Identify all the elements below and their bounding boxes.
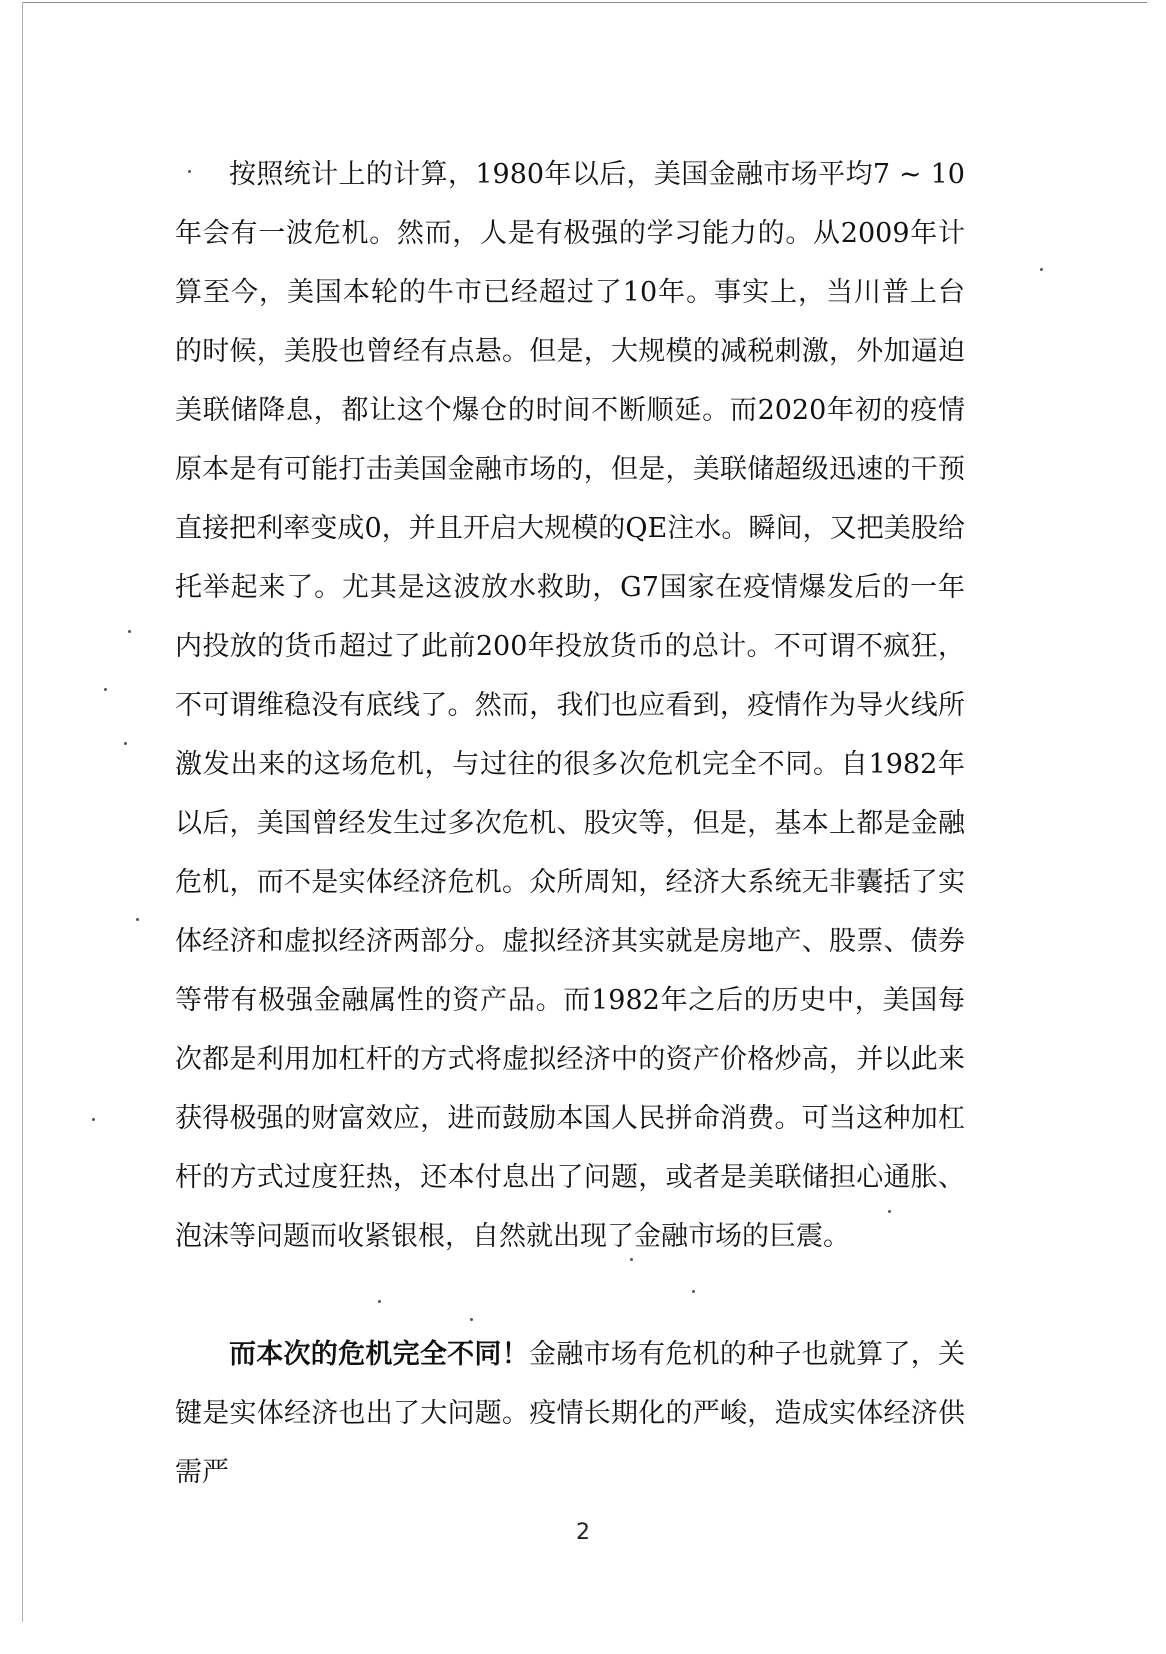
scan-speck (378, 1300, 381, 1303)
page-border-top (22, 2, 1147, 3)
scan-speck (124, 742, 127, 745)
scan-speck (888, 1210, 891, 1213)
scan-speck (128, 630, 131, 633)
paragraph-1: 按照统计上的计算，1980年以后，美国金融市场平均7 ~ 10年会有一波危机。然而，人是有极强的学习能力的。从2009年计算至今，美国本轮的牛市已经超过了10年。事实上，当川普上台的时候，美股也曾经有点悬。但是，大规模的减税刺激，外加逼迫美联储降息，都让这个爆仓的时间不断顺延。而2020年初的疫情原本是有可能打击美国金融市场的，但是，美联储超级迅速的干预直接把利率变成0，并且开启大规模的QE注水。瞬间，又把美股给托举起来了。尤其是这波放水救助，G7国家在疫情爆发后的一年内投放的货币超过了此前200年投放货币的总计。不可谓不疯狂，不可谓维稳没有底线了。然而，我们也应看到，疫情作为导火线所激发出来的这场危机，与过往的很多次危机完全不同。自1982年以后，美国曾经发生过多次危机、股灾等，但是，基本上都是金融危机，而不是实体经济危机。众所周知，经济大系统无非囊括了实体经济和虚拟经济两部分。虚拟经济其实就是房地产、股票、债券等带有极强金融属性的资产品。而1982年之后的历史中，美国每次都是利用加杠杆的方式将虚拟经济中的资产价格炒高，并以此来获得极强的财富效应，进而鼓励本国人民拼命消费。可当这种加杠杆的方式过度狂热，还本付息出了问题，或者是美联储担心通胀、泡沫等问题而收紧银根，自然就出现了金融市场的巨震。 (175, 159, 965, 1252)
page-number: 2 (576, 1520, 590, 1545)
scan-speck (470, 1318, 473, 1321)
scan-speck (136, 918, 139, 921)
paragraph-2-bold-lead: 而本次的危机完全不同！ (229, 1339, 529, 1370)
document-body (175, 145, 965, 1502)
scan-speck (92, 1118, 95, 1121)
scan-speck (1040, 268, 1043, 271)
page-border-left (22, 2, 23, 1622)
paragraph-2-text: 金融市场有危机的种子也就算了，关键是实体经济也出了大问题。疫情长期化的严峻，造成实体经济供需严 (175, 1339, 966, 1488)
scan-speck (104, 688, 107, 691)
scan-speck (692, 1290, 695, 1293)
scan-speck (188, 170, 191, 173)
scan-speck (630, 1258, 633, 1261)
paragraph-2 (175, 1325, 965, 1502)
